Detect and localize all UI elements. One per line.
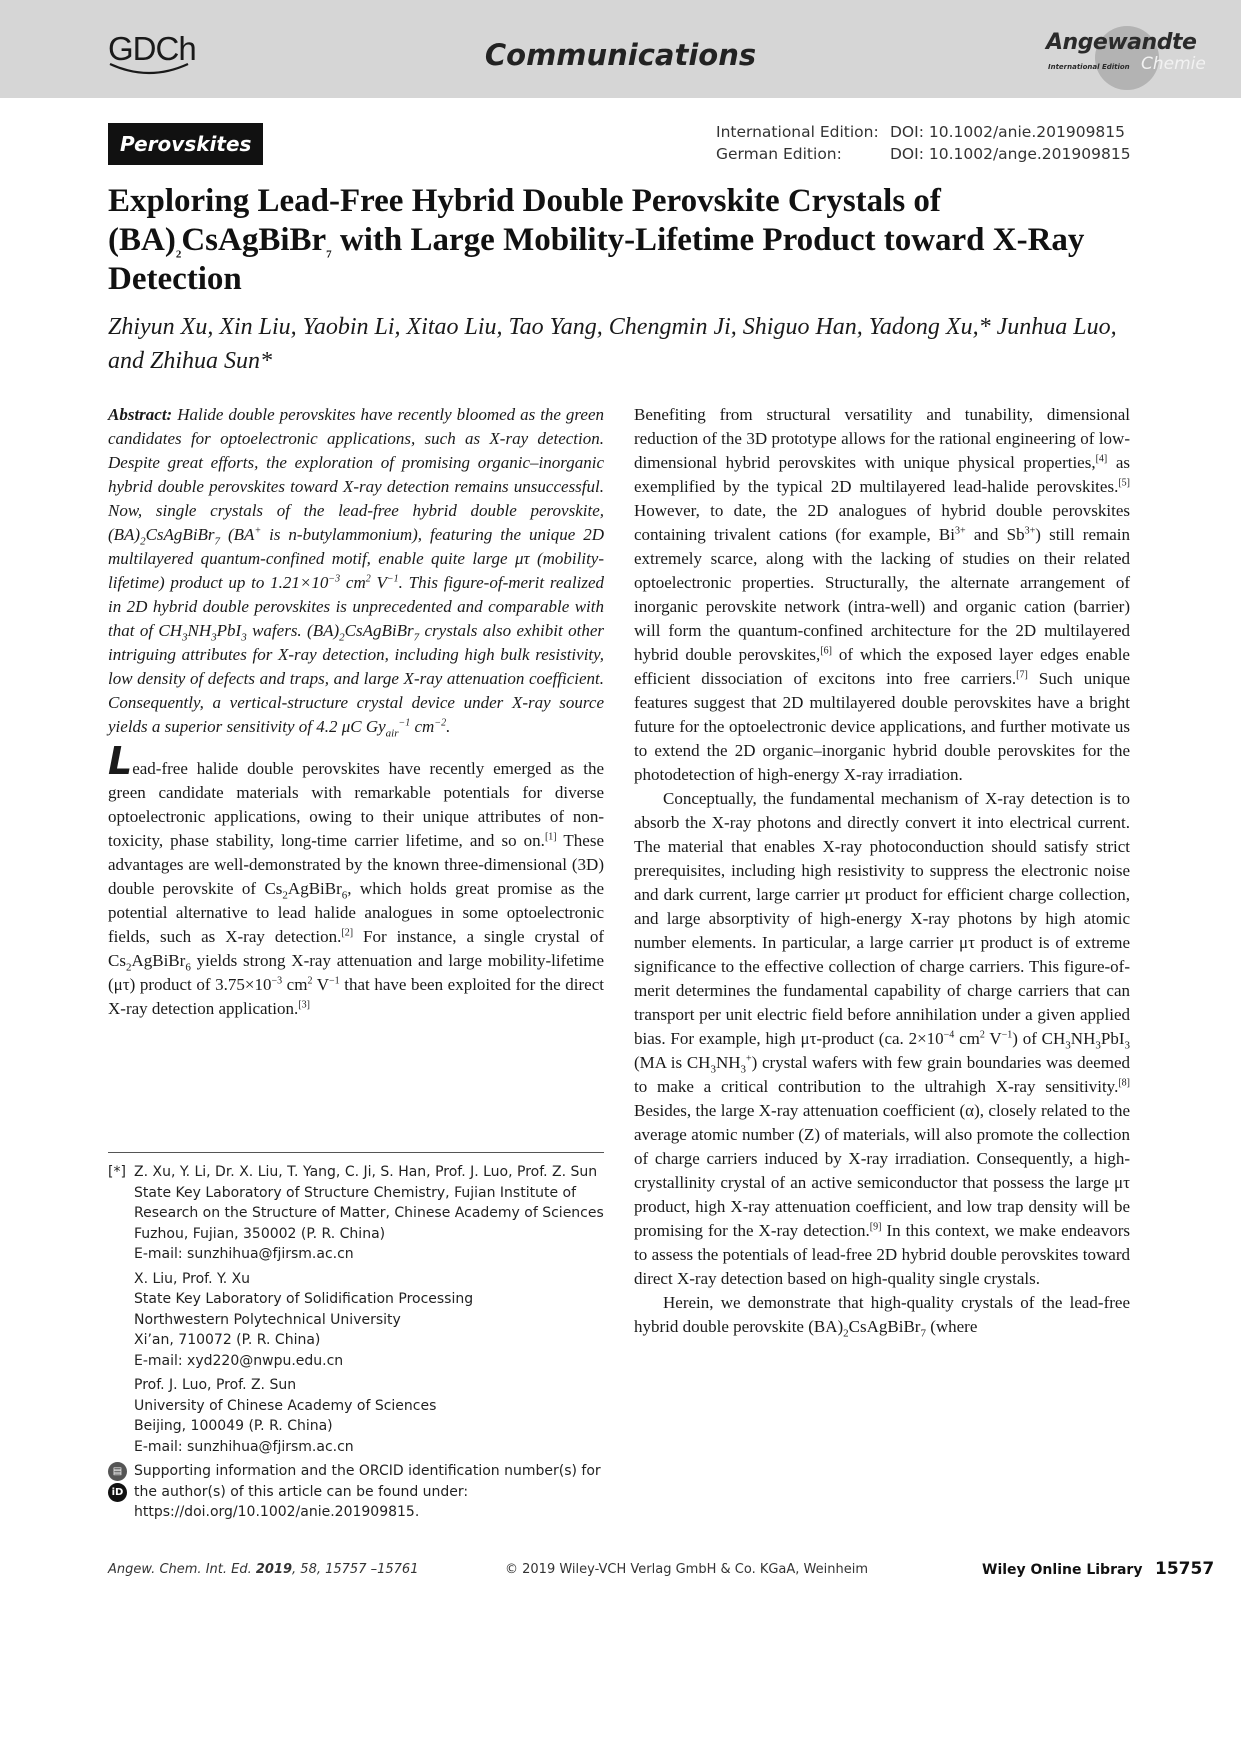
email-link[interactable]: E-mail: sunzhihua@fjirsm.ac.cn [134, 1438, 354, 1455]
citation-link[interactable]: [8] [1118, 1077, 1130, 1089]
footnote-mark: [*] [108, 1164, 126, 1180]
section-heading: Communications [484, 38, 757, 72]
doi-intl-link[interactable]: DOI: 10.1002/anie.201909815 [890, 123, 1126, 141]
journal-logo: Angewandte [1046, 30, 1197, 55]
orcid-icon: iD [108, 1483, 127, 1502]
supporting-info-link[interactable]: https://doi.org/10.1002/anie.201909815. [134, 1504, 420, 1520]
abstract-label: Abstract: [108, 405, 173, 424]
wiley-online-library-link[interactable]: Wiley Online Library [982, 1562, 1143, 1578]
intro-paragraph: Lead-free halide double perovskites have recently emerged as the green candidate materials with remarkable potentials for diverse optoelectronic applications, owing to their unique attributes of non-toxicity, phase stability, long-time carrier lifetime, and so on.[1] These advantages are well-demonstrated by the known three-dimensional (3D) double perovskite of $Cs_2AgBiBr_6$, which holds great promise as the potential alternative to lead halide analogues in some optoelectronic fields, such as X-ray detection.[2] For instance, a single crystal of $Cs_2AgBiBr_6$ yields strong X-ray attenuation and large mobility-lifetime (μτ) product of $3.75\times 10^{-3}$ $cm^2$ $V^{-1}$ that have been exploited for the direct X-ray detection application.[3] [108, 739, 605, 1018]
right-column [634, 403, 1130, 1339]
supporting-info-text: Supporting information and the ORCID identification number(s) for the author(s) of this article can be found under: [134, 1463, 601, 1500]
journal-citation: Angew. Chem. Int. Ed. 2019, 58, 15757 –15761 [108, 1562, 419, 1577]
email-link[interactable]: E-mail: xyd220@nwpu.edu.cn [134, 1352, 344, 1369]
left-column [108, 403, 604, 1021]
page-number: 15757 [1155, 1559, 1215, 1579]
email-link[interactable]: E-mail: sunzhihua@fjirsm.ac.cn [134, 1246, 354, 1262]
doi-german-label: German Edition: [716, 145, 842, 163]
drop-cap: L [108, 739, 133, 783]
publisher-logo: GDCh [108, 30, 196, 67]
citation-link[interactable]: [5] [1118, 477, 1130, 489]
affiliation-footnote: [*] Z. Xu, Y. Li, Dr. X. Liu, T. Yang, C. Ji, S. Han, Prof. J. Luo, Prof. Z. Sun State Key Laboratory of Structure Chemistry, Fujian Institute of Research on the Structure of Matter, Chinese Academy of Sciences Fuzhou, Fujian, 350002 (P. R. China) E-mail: sunzhihua@fjirsm.ac.cn X. Liu, Prof. Y. Xu State Key Laboratory of Solidification Processing Northwestern Polytechnical University Xi’an, 710072 (P. R. China) E-mail: xyd220@nwpu.edu.cn Prof. J. Luo, Prof. Z. Sun University of Chinese Academy of Sciences Beijing, 100049 (P. R. China) E-mail: sunzhihua@fjirsm.ac.cn ▤ iD Supporting information and the ORCID identification number(s) for the author(s) of this article can be found under: https://doi.org/10.1002/anie.201909815. [108, 1162, 608, 1523]
doi-block [716, 121, 1131, 165]
author-list: Zhiyun Xu, Xin Liu, Yaobin Li, Xitao Liu, Tao Yang, Chengmin Ji, Shiguo Han, Yadong Xu,* Junhua Luo, and Zhihua Sun* [108, 314, 1117, 374]
citation-link[interactable]: [4] [1095, 453, 1108, 465]
doi-german-link[interactable]: DOI: 10.1002/ange.201909815 [890, 145, 1131, 163]
copyright: © 2019 Wiley-VCH Verlag GmbH & Co. KGaA, Weinheim [505, 1562, 869, 1577]
supporting-info-icon: ▤ [108, 1462, 127, 1481]
citation-link[interactable]: [1] [544, 831, 557, 843]
article-title: Exploring Lead-Free Hybrid Double Perovskite Crystals of $(BA)_2CsAgBiBr_7$ with Large Mobility-Lifetime Product toward X-Ray Detection [108, 183, 1085, 297]
body-paragraph: Benefiting from structural versatility and tunability, dimensional reduction of the 3D prototype allows for the rational engineering of low-dimensional hybrid perovskites with unique physical properties,[4] as exemplified by the typical 2D multilayered lead-halide perovskites.[5] However, to date, the 2D analogues of hybrid double perovskites containing trivalent cations (for example, $Bi^{3+}$ and $Sb^{3+}$) still remain extremely scarce, along with the lacking of studies on their related optoelectronic properties. Structurally, the alternate arrangement of inorganic perovskite network (intra-well) and organic cation (barrier) will form the quantum-confined architecture for the 2D multilayered hybrid double perovskites,[6] of which the exposed layer edges enable efficient dissociation of excitons into free carriers.[7] Such unique features suggest that 2D multilayered double perovskites have a bright future for the optoelectronic device applications, and further motivate us to extend the 2D organic–inorganic hybrid double perovskites for the photodetection of high-energy X-ray irradiation. [634, 405, 1131, 784]
journal-logo-edition: International Edition [1048, 63, 1130, 71]
body-paragraph: Herein, we demonstrate that high-quality crystals of the lead-free hybrid double perovskite $(BA)_2CsAgBiBr_7$ (where [634, 1293, 1130, 1340]
footnote-divider [108, 1152, 604, 1153]
topic-tag: Perovskites [108, 123, 263, 165]
citation-link[interactable]: [6] [820, 645, 832, 657]
journal-logo-sub: Chemie [1141, 54, 1206, 74]
citation-link[interactable]: [9] [869, 1221, 882, 1233]
doi-intl-label: International Edition: [716, 123, 879, 141]
citation-link[interactable]: [7] [1016, 669, 1028, 681]
body-paragraph: Conceptually, the fundamental mechanism of X-ray detection is to absorb the X-ray photons and directly convert it into electrical current. The material that enables X-ray photoconduction should satisfy strict prerequisites, including high resistivity to suppress the electronic noise and dark current, large carrier μτ product for efficient charge collection, and large absorptivity of high-energy X-ray photons by high atomic number elements. In particular, a large carrier μτ product is of extreme significance to the effective collection of charge carriers. This figure-of-merit determines the fundamental capability of charge carriers that can transport per unit electric field before annihilation under a given applied bias. For example, high μτ-product (ca. $2\times 10^{-4}$ $cm^2$ $V^{-1}$) of $CH_3NH_3PbI_3$ (MA is $CH_3NH_3^+$) crystal wafers with few grain boundaries was deemed to make a critical contribution to the ultrahigh X-ray sensitivity.[8] Besides, the large X-ray attenuation coefficient (α), closely related to the average atomic number (Z) of materials, will also promote the collection of charge carriers induced by X-ray irradiation. Consequently, a high-crystallinity crystal of an active semiconductor that possess the large μτ product, high X-ray attenuation coefficient, and low trap density will be promising for the X-ray detection.[9] In this context, we make endeavors to assess the potentials of lead-free 2D hybrid double perovskites toward direct X-ray detection based on high-quality single crystals. [634, 789, 1130, 1288]
citation-link[interactable]: [3] [298, 999, 310, 1011]
abstract: Abstract: Halide double perovskites have recently bloomed as the green candidates for optoelectronic applications, such as X-ray detection. Despite great efforts, the exploration of promising organic–inorganic hybrid double perovskites toward X-ray detection remains unsuccessful. Now, single crystals of the lead-free hybrid double perovskite, $(BA)_2CsAgBiBr_7$ (BA+ is n-butylammonium), featuring the unique 2D multilayered quantum-confined motif, enable quite large μτ (mobility-lifetime) product up to $1.21\times 10^{-3}$ $cm^2$ $V^{-1}$. This figure-of-merit realized in 2D hybrid double perovskites is unprecedented and comparable with that of $CH_3NH_3PbI_3$ wafers. $(BA)_2CsAgBiBr_7$ crystals also exhibit other intriguing attributes for X-ray detection, including high bulk resistivity, low density of defects and traps, and large X-ray attenuation coefficient. Consequently, a vertical-structure crystal device under X-ray source yields a superior sensitivity of 4.2 μC $Gy_{air}^{-1}$ $cm^{-2}$. [108, 405, 605, 740]
citation-link[interactable]: [2] [341, 927, 354, 939]
